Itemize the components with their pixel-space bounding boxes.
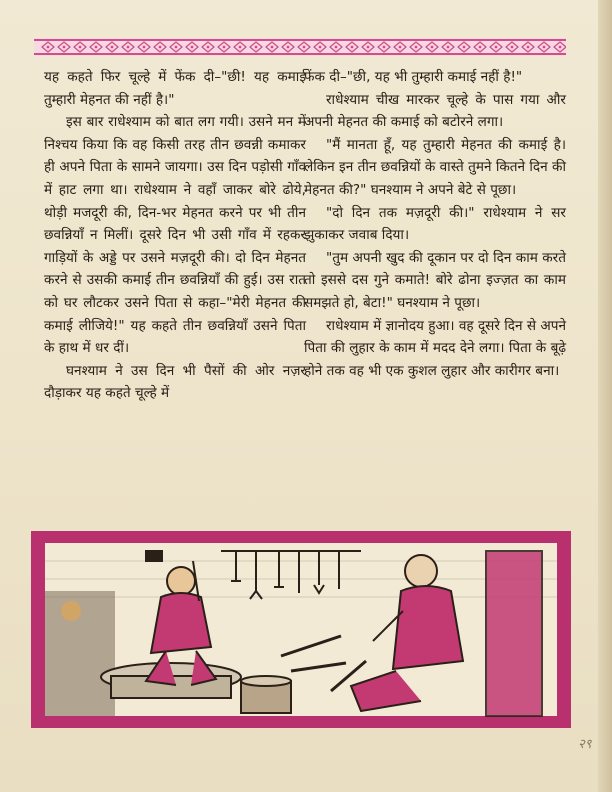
paragraph: यह कहते फिर चूल्हे में फेंक दी–"छी! यह कमाई तुम्हारी मेहनत की नहीं है।": [44, 69, 306, 108]
door: [486, 551, 542, 716]
border-dot: [175, 46, 178, 49]
border-dot: [303, 46, 306, 49]
border-dot: [319, 46, 322, 49]
paragraph: "दो दिन तक मज़दूरी की।" राधेश्याम ने सर झुकाकर जवाब दिया।: [304, 204, 566, 244]
border-dot: [399, 46, 402, 49]
bucket-icon: [241, 676, 291, 713]
border-dot: [495, 46, 498, 49]
border-dot: [479, 46, 482, 49]
border-dot: [511, 46, 514, 49]
border-dot: [207, 46, 210, 49]
paragraph: "तुम अपनी खुद की दूकान पर दो दिन काम करते तो इससे दस गुने कमाते! बोरे ढोना इज्ज़त का काम समझते हो, बेटा!" घनश्याम ने पूछा।: [304, 249, 566, 311]
border-dot: [159, 46, 162, 49]
paragraph: इस बार राधेश्याम को बात लग गयी। उसने मन में निश्चय किया कि वह किसी तरह तीन छवन्नी कमाकर ही अपने पिता के सामने जायगा। उस दिन पड़ोसी गाँव में हाट लगा था। राधेश्याम ने वहाँ जाकर बोरे ढोये, थोड़ी मजदूरी की, दिन-भर मेहनत करने पर भी तीन छवन्नियाँ न मिलीं। दूसरे दिन भी उसी गाँव में रहकर गाड़ियों के अड्डे पर उसने मज़दूरी की। दो दिन मेहनत करने से उसकी कमाई तीन छवन्नियाँ की हुई। उस रात को घर लौटकर उसने पिता से कहा–"मेरी मेहनत की कमाई लीजिये!" यह कहते तीन छवन्नियाँ उसने पिता के हाथ में धर दीं।: [44, 114, 306, 357]
border-dot: [463, 46, 466, 49]
border-dot: [271, 46, 274, 49]
page-number: २९: [578, 737, 592, 752]
border-dot: [47, 46, 50, 49]
border-dot: [527, 46, 530, 49]
paragraph: घनश्याम ने उस दिन भी पैसों की ओर नज़र दौड़ाकर यह कहते चूल्हे में: [44, 362, 306, 402]
border-dot: [127, 46, 130, 49]
border-dot: [95, 46, 98, 49]
border-dot: [255, 46, 258, 49]
border-dot: [559, 46, 562, 49]
border-dot: [191, 46, 194, 49]
border-dot: [447, 46, 450, 49]
paragraph: फेंक दी–"छी, यह भी तुम्हारी कमाई नहीं है!": [304, 69, 523, 85]
border-dot: [543, 46, 546, 49]
blacksmith-illustration: [31, 531, 571, 728]
decorative-border: [34, 38, 566, 56]
paragraph: राधेश्याम में ज्ञानोदय हुआ। वह दूसरे दिन से अपने पिता की लुहार के काम में मदद देने लगा। पिता के बूढ़े होने तक वह भी एक कुशल लुहार और कारीगर बना।: [304, 317, 566, 379]
border-dot: [287, 46, 290, 49]
page-edge: [598, 0, 612, 792]
border-dot: [111, 46, 114, 49]
border-dot: [79, 46, 82, 49]
border-dot: [431, 46, 434, 49]
paragraph: राधेश्याम चीख मारकर चूल्हे के पास गया और अपनी मेहनत की कमाई को बटोरने लगा।: [304, 91, 566, 131]
border-dot: [351, 46, 354, 49]
paragraph: "मैं मानता हूँ, यह तुम्हारी मेहनत की कमाई है। लेकिन इन तीन छवन्नियों के वास्ते तुमने कितने दिन की मेहनत की?" घनश्याम ने अपने बेटे से पूछा।: [304, 136, 566, 198]
border-dot: [335, 46, 338, 49]
border-dot: [223, 46, 226, 49]
fire-icon: [61, 601, 81, 621]
border-dot: [143, 46, 146, 49]
border-dot: [415, 46, 418, 49]
right-column: [304, 66, 566, 382]
left-column: [44, 66, 306, 405]
border-dot: [367, 46, 370, 49]
border-dot: [383, 46, 386, 49]
border-dot: [63, 46, 66, 49]
border-dot: [239, 46, 242, 49]
